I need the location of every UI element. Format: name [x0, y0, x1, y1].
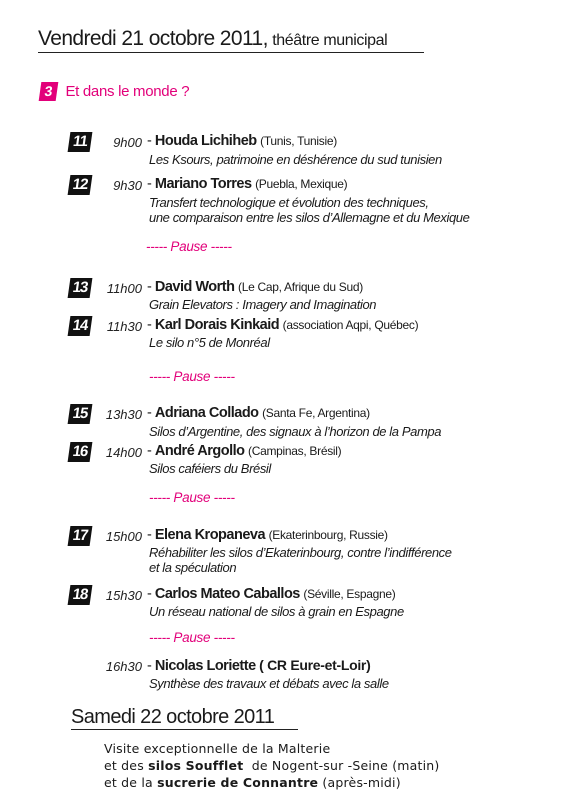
speaker-dash: -	[147, 658, 155, 674]
talk-title: Un réseau national de silos à grain en Espagne	[149, 604, 404, 619]
session-time: 15h30	[105, 588, 142, 603]
pause-label: ----- Pause -----	[149, 630, 235, 645]
speaker	[147, 176, 347, 192]
session-time: 14h00	[105, 445, 142, 460]
speaker-location: ( CR Eure-et-Loir)	[259, 657, 371, 673]
talk-title-line: Réhabiliter les silos d’Ekaterinbourg, contre l’indifférence	[149, 545, 452, 560]
speaker-name: Nicolas Loriette	[154, 658, 256, 674]
speaker-location: (Campinas, Brésil)	[248, 444, 342, 458]
visit-text: de Nogent-sur -Seine (matin)	[243, 758, 440, 773]
speaker-location: (association Aqpi, Québec)	[282, 318, 419, 332]
talk-title	[149, 195, 529, 225]
speaker-location: (Le Cap, Afrique du Sud)	[238, 280, 363, 294]
visit-line: Visite exceptionnelle de la Malterie	[104, 741, 331, 756]
talk-title: Les Ksours, patrimoine en déshérence du sud tunisien	[149, 152, 442, 167]
visit-line	[104, 774, 440, 791]
speaker-location: (Ekaterinbourg, Russie)	[268, 528, 388, 542]
speaker-location: (Séville, Espagne)	[303, 587, 396, 601]
session-number-badge: 12	[68, 175, 93, 195]
day1-date: Vendredi 21 octobre 2011,	[38, 27, 268, 50]
speaker-dash: -	[147, 443, 155, 459]
speaker-name: Carlos Mateo Caballos	[154, 586, 300, 602]
speaker	[147, 279, 363, 295]
talk-title: Synthèse des travaux et débats avec la salle	[149, 676, 389, 691]
talk-title: Silos d’Argentine, des signaux à l’horizon de la Pampa	[149, 424, 442, 439]
speaker	[147, 657, 370, 674]
session-time: 9h00	[113, 135, 142, 150]
talk-title	[149, 545, 529, 575]
day1-heading	[38, 27, 538, 51]
speaker-dash: -	[147, 133, 155, 149]
speaker-dash: -	[147, 586, 155, 602]
speaker-name: André Argollo	[154, 443, 245, 459]
session-number-badge: 11	[68, 132, 93, 152]
visit-site: sucrerie de Connantre	[157, 775, 319, 790]
speaker	[147, 443, 341, 459]
speaker-location: (Puebla, Mexique)	[255, 177, 348, 191]
pause-label: ----- Pause -----	[149, 490, 235, 505]
speaker-name: Karl Dorais Kinkaid	[154, 317, 280, 333]
day1-underline	[38, 52, 424, 53]
speaker-name: David Worth	[154, 279, 235, 295]
talk-title: Le silo n°5 de Monréal	[149, 335, 270, 350]
session-time: 16h30	[105, 659, 142, 674]
session-time: 11h30	[106, 319, 142, 334]
section-title: Et dans le monde ?	[65, 83, 190, 100]
speaker	[147, 527, 388, 543]
session-number-badge: 13	[68, 278, 93, 298]
speaker-name: Adriana Collado	[154, 405, 259, 421]
session-time: 13h30	[105, 407, 142, 422]
speaker-name: Elena Kropaneva	[154, 527, 266, 543]
speaker-dash: -	[147, 405, 155, 421]
speaker-location: (Tunis, Tunisie)	[260, 134, 337, 148]
day2-underline	[71, 729, 298, 730]
day1-place: théâtre municipal	[272, 32, 388, 49]
speaker	[147, 133, 337, 149]
speaker-dash: -	[147, 527, 155, 543]
speaker-dash: -	[147, 317, 155, 333]
talk-title: Grain Elevators : Imagery and Imagination	[149, 297, 377, 312]
visit-text: et de la	[104, 775, 158, 790]
speaker	[147, 586, 395, 602]
session-time: 15h00	[105, 529, 142, 544]
session-number-badge: 15	[68, 404, 93, 424]
talk-title-line: une comparaison entre les silos d’Allemagne et du Mexique	[149, 210, 470, 225]
speaker	[147, 405, 370, 421]
talk-title-line: Transfert technologique et évolution des techniques,	[149, 195, 429, 210]
talk-title: Silos caféiers du Brésil	[149, 461, 271, 476]
speaker	[147, 317, 418, 333]
day2-visit	[104, 740, 440, 791]
visit-site: silos Soufflet	[148, 758, 244, 773]
speaker-name: Mariano Torres	[154, 176, 252, 192]
session-number-badge: 14	[68, 316, 93, 336]
speaker-location: (Santa Fe, Argentina)	[262, 406, 370, 420]
session-number-badge: 16	[68, 442, 93, 462]
section-heading	[40, 82, 189, 101]
session-number-badge: 17	[68, 526, 93, 546]
session-time: 11h00	[106, 281, 142, 296]
talk-title-line: et la spéculation	[149, 560, 237, 575]
visit-text: (après-midi)	[318, 775, 401, 790]
session-number-badge: 18	[68, 585, 93, 605]
pause-label: ----- Pause -----	[146, 239, 232, 254]
speaker-dash: -	[147, 279, 155, 295]
visit-text: et des	[104, 758, 149, 773]
speaker-name: Houda Lichiheb	[154, 133, 257, 149]
pause-label: ----- Pause -----	[149, 369, 235, 384]
section-number-badge: 3	[39, 82, 59, 101]
day2-date: Samedi 22 octobre 2011	[71, 706, 275, 728]
visit-line	[104, 757, 440, 774]
speaker-dash: -	[147, 176, 155, 192]
session-time: 9h30	[113, 178, 142, 193]
